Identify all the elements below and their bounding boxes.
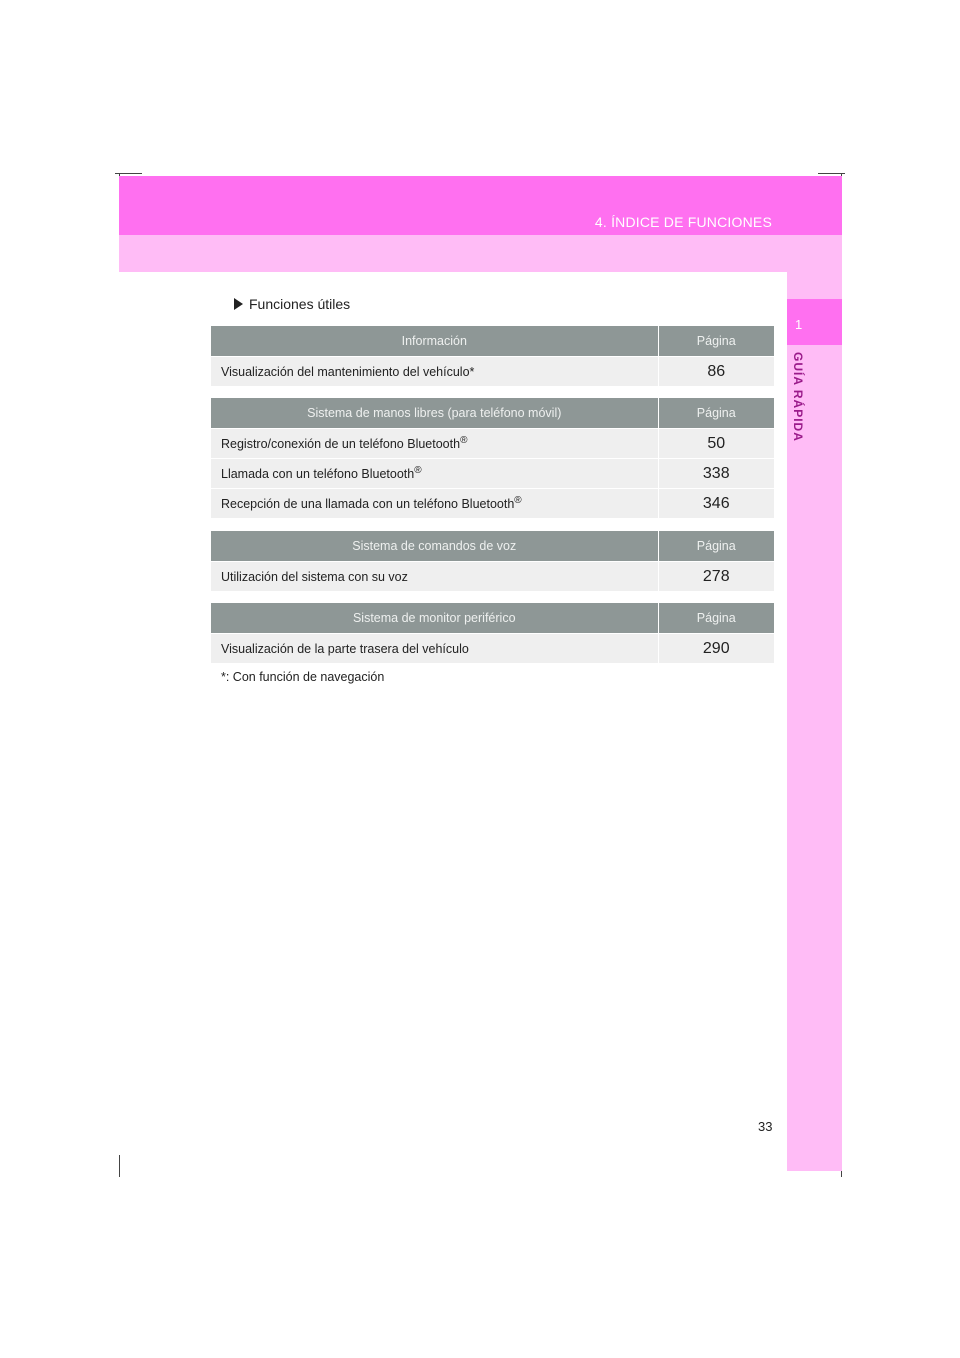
table-header-page: Página — [658, 531, 774, 562]
chapter-number: 1 — [795, 317, 803, 332]
header-band — [119, 176, 842, 235]
table-header-page: Página — [658, 326, 774, 357]
row-description: Registro/conexión de un teléfono Bluetooth® — [211, 429, 658, 459]
table-header-row — [211, 603, 774, 634]
crop-mark — [119, 1155, 120, 1177]
feature-table-voice — [211, 531, 774, 591]
feature-table-handsfree — [211, 398, 774, 518]
registered-mark: ® — [514, 495, 522, 507]
table-row — [211, 357, 774, 387]
table-header-row — [211, 531, 774, 562]
table-header-description: Sistema de comandos de voz — [211, 531, 658, 562]
feature-table-info — [211, 326, 774, 386]
table-header-row — [211, 326, 774, 357]
side-chapter-tab — [787, 299, 842, 345]
row-description: Utilización del sistema con su voz — [211, 562, 658, 592]
section-header-title: 4. ÍNDICE DE FUNCIONES — [594, 214, 772, 230]
row-description: Recepción de una llamada con un teléfono Bluetooth® — [211, 489, 658, 519]
row-page-number: 338 — [658, 459, 774, 489]
row-page-number: 346 — [658, 489, 774, 519]
row-description: Llamada con un teléfono Bluetooth® — [211, 459, 658, 489]
table-row — [211, 459, 774, 489]
chapter-label: GUÍA RÁPIDA — [791, 352, 805, 442]
table-row — [211, 489, 774, 519]
row-page-number: 86 — [658, 357, 774, 387]
section-heading-text: Funciones útiles — [249, 296, 351, 312]
table-header-page: Página — [658, 603, 774, 634]
table-row — [211, 429, 774, 459]
table-header-description: Información — [211, 326, 658, 357]
row-page-number: 50 — [658, 429, 774, 459]
table-header-page: Página — [658, 398, 774, 429]
table-row — [211, 562, 774, 592]
section-heading — [234, 296, 350, 312]
footnote: *: Con función de navegación — [221, 670, 385, 684]
triangle-bullet-icon — [234, 298, 243, 310]
row-description: Visualización del mantenimiento del vehículo* — [211, 357, 658, 387]
table-header-description: Sistema de monitor periférico — [211, 603, 658, 634]
registered-mark: ® — [414, 465, 422, 477]
header-sub-band — [119, 235, 842, 272]
table-header-row — [211, 398, 774, 429]
table-header-description: Sistema de manos libres (para teléfono móvil) — [211, 398, 658, 429]
table-row — [211, 634, 774, 664]
feature-table-monitor — [211, 603, 774, 663]
page-number: 33 — [758, 1119, 773, 1134]
row-page-number: 278 — [658, 562, 774, 592]
row-description: Visualización de la parte trasera del vehículo — [211, 634, 658, 664]
row-page-number: 290 — [658, 634, 774, 664]
registered-mark: ® — [460, 435, 468, 447]
